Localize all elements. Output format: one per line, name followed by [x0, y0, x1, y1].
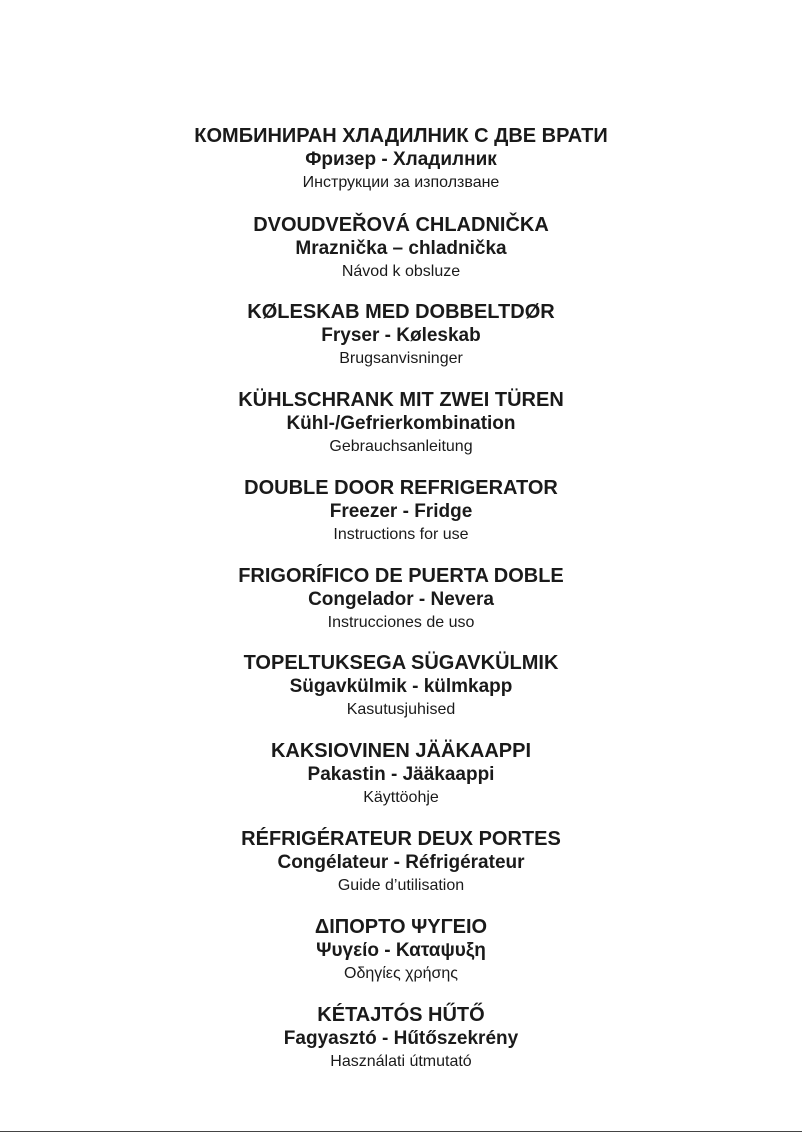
product-subtitle: Pakastin - Jääkaappi [307, 764, 495, 785]
product-subtitle: Sügavkülmik - külmkapp [289, 676, 513, 697]
language-block-german [0, 388, 802, 458]
product-subtitle: Kühl-/Gefrierkombination [286, 413, 516, 434]
manual-caption: Brugsanvisninger [339, 350, 463, 367]
language-block-bulgarian [0, 124, 802, 194]
language-block-estonian [0, 651, 802, 721]
language-block-czech [0, 213, 802, 283]
product-title: FRIGORÍFICO DE PUERTA DOBLE [238, 565, 564, 587]
manual-caption: Instructions for use [333, 526, 469, 543]
language-block-english [0, 476, 802, 546]
language-block-hungarian [0, 1003, 802, 1073]
product-title: TOPELTUKSEGA SÜGAVKÜLMIK [243, 652, 559, 674]
manual-caption: Инструкции за използване [302, 174, 500, 191]
manual-caption: Οδηγίες χρήσης [344, 965, 458, 982]
product-title: DVOUDVEŘOVÁ CHLADNIČKA [253, 214, 549, 236]
language-block-french [0, 827, 802, 897]
product-subtitle: Congelador - Nevera [308, 589, 494, 610]
manual-caption: Kasutusjuhised [346, 701, 456, 718]
product-subtitle: Mraznička – chladnička [295, 238, 507, 259]
product-subtitle: Ψυγείο - Καταψυξη [316, 940, 486, 961]
bottom-divider [0, 1131, 802, 1132]
product-title: DOUBLE DOOR REFRIGERATOR [244, 477, 558, 499]
language-block-finnish [0, 739, 802, 809]
product-subtitle: Фризер - Хладилник [305, 149, 497, 170]
manual-caption: Használati útmutató [330, 1053, 472, 1070]
language-block-greek [0, 915, 802, 985]
product-title: KØLESKAB MED DOBBELTDØR [247, 301, 555, 323]
manual-caption: Käyttöohje [363, 789, 439, 806]
manual-caption: Instrucciones de uso [327, 614, 475, 631]
product-subtitle: Freezer - Fridge [329, 501, 473, 522]
product-title: RÉFRIGÉRATEUR DEUX PORTES [241, 828, 561, 850]
product-title: КОМБИНИРАН ХЛАДИЛНИК С ДВЕ ВРАТИ [194, 125, 608, 147]
product-subtitle: Fagyasztó - Hűtőszekrény [283, 1028, 519, 1049]
manual-caption: Guide d’utilisation [337, 877, 465, 894]
product-title: ΔΙΠΟΡΤΟ ΨΥΓΕΙΟ [314, 916, 488, 938]
product-subtitle: Fryser - Køleskab [321, 325, 481, 346]
product-subtitle: Congélateur - Réfrigérateur [277, 852, 525, 873]
manual-caption: Gebrauchsanleitung [329, 438, 473, 455]
product-title: KAKSIOVINEN JÄÄKAAPPI [270, 740, 532, 762]
product-title: KÜHLSCHRANK MIT ZWEI TÜREN [238, 389, 564, 411]
language-block-spanish [0, 564, 802, 634]
manual-caption: Návod k obsluze [341, 263, 461, 280]
product-title: KÉTAJTÓS HŰTŐ [317, 1004, 485, 1026]
language-block-danish [0, 300, 802, 370]
